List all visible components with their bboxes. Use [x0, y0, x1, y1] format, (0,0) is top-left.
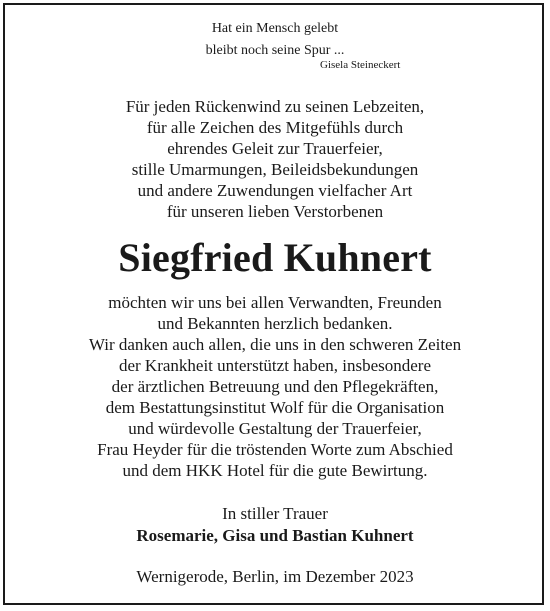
intro-line: stille Umarmungen, Beileidsbekundungen: [131, 160, 419, 179]
thanks-line: der Krankheit unterstützt haben, insbesondere: [118, 356, 432, 375]
thanks-line: und würdevolle Gestaltung der Trauerfeier,: [128, 419, 422, 438]
intro-line: für alle Zeichen des Mitgefühls durch: [146, 118, 404, 137]
deceased-name: Siegfried Kuhnert: [118, 235, 432, 280]
intro-line: für unseren lieben Verstorbenen: [166, 202, 384, 221]
thanks-line: möchten wir uns bei allen Verwandten, Freunden: [108, 293, 442, 312]
thanks-line: dem Bestattungsinstitut Wolf für die Organisation: [105, 398, 445, 417]
intro-line: und andere Zuwendungen vielfacher Art: [137, 181, 413, 200]
place-and-date: Wernigerode, Berlin, im Dezember 2023: [136, 567, 414, 586]
thanks-line: und Bekannten herzlich bedanken.: [157, 314, 393, 333]
thanks-line: der ärztlichen Betreuung und den Pflegekräften,: [111, 377, 439, 396]
family-names: Rosemarie, Gisa und Bastian Kuhnert: [136, 526, 414, 545]
motto-line: bleibt noch seine Spur ...: [205, 43, 345, 58]
intro-line: ehrendes Geleit zur Trauerfeier,: [167, 139, 383, 158]
thanks-text: [0, 292, 550, 481]
thanks-line: Frau Heyder für die tröstenden Worte zum Abschied: [97, 440, 453, 459]
intro-line: Für jeden Rückenwind zu seinen Lebzeiten,: [125, 97, 425, 116]
thanks-line: Wir danken auch allen, die uns in den schweren Zeiten: [88, 335, 462, 354]
motto-quote: [0, 18, 550, 62]
motto-author: Gisela Steineckert: [320, 59, 401, 71]
thanks-line: und dem HKK Hotel für die gute Bewirtung.: [122, 461, 428, 480]
motto-line: Hat ein Mensch gelebt: [211, 21, 339, 36]
intro-text: [0, 96, 550, 222]
closing-phrase: In stiller Trauer: [222, 504, 328, 523]
